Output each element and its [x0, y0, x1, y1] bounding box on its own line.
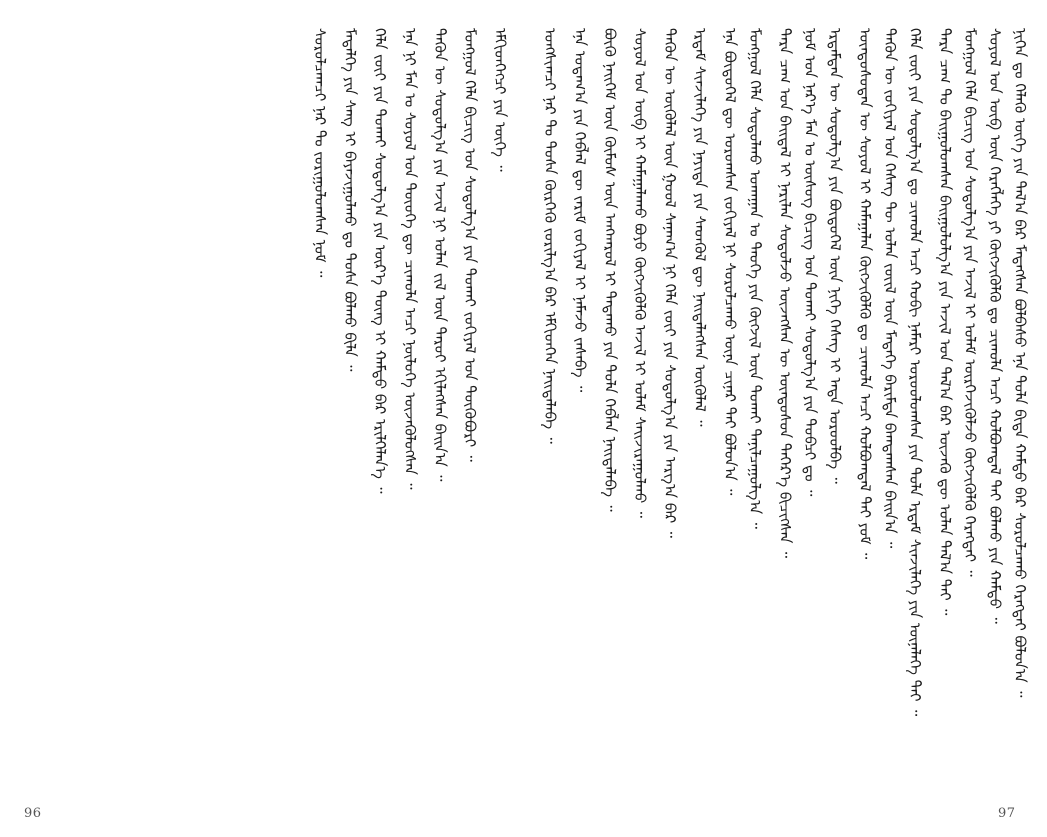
column-text: ᠲᠡᠭᠦᠨ ᠦ ᠦᠭᠦᠯᠡᠯ ᠦᠨ ᠭᠣᠣᠯ ᠰᠠᠨᠠᠭ᠎ᠠ ᠨᠢ ᠬᠡᠯᠡ ᠵᠦᠢ ᠶᠢᠨ ᠰᠤᠳᠤᠯᠭ᠎ᠠ ᠶᠢᠨ ᠠᠷᠭ᠎ᠠ ᠪᠠᠷ ᠃: [661, 28, 679, 538]
column-text: ᠡᠨᠡ ᠪᠦᠲᠦᠭᠡᠯ ᠳᠦ ᠣᠷᠤᠭᠰᠠᠨ ᠵᠣᠬᠢᠶᠠᠯ ᠨᠢ ᠰᠤᠷᠤᠯᠴᠠᠬᠤ ᠦᠨᠡ ᠴᠢᠨᠠᠷ ᠲᠠᠢ ᠪᠣᠯᠤᠨ᠎ᠠ ᠃: [721, 28, 739, 496]
column-text: ᠮᠣᠩᠭᠣᠯ ᠬᠡᠯᠡ ᠪᠢᠴᠢᠭ ᠤᠨ ᠰᠤᠳᠤᠯᠭ᠎ᠠ ᠶᠢᠨ ᠲᠤᠬᠠᠢ ᠵᠣᠬᠢᠶᠠᠯ ᠤᠨ ᠲᠦᠭᠦᠪᠦᠷᠢ ᠃: [461, 28, 479, 462]
page-number-right: 97: [998, 806, 1016, 821]
column-text: ᠡᠷᠳᠡᠮᠲᠡᠨ ᠦ ᠰᠤᠳᠤᠯᠭ᠎ᠠ ᠶᠢᠨ ᠪᠦᠲᠦᠭᠡᠯ ᠦᠨ ᠨᠢᠭᠡ ᠬᠡᠰᠡᠭ ᠢ ᠡᠨᠳᠡ ᠣᠷᠤᠤᠯᠪᠠ ᠃: [826, 28, 844, 484]
text-column: [460, 28, 480, 788]
column-text: ᠮᠡᠳᠡᠯᠭᠡ ᠶᠢᠨ ᠰᠠᠩ ᠢ ᠪᠠᠶᠠᠵᠢᠭᠤᠯᠬᠤ ᠳᠤ ᠲᠤᠰᠠ ᠪᠣᠯᠬᠤ ᠪᠢᠯᠡ ᠃: [341, 28, 359, 372]
column-text: ᠡᠨᠡ ᠤᠳᠠᠭ᠎ᠠ ᠶᠢᠨ ᠬᠡᠪᠯᠡᠯ ᠳᠦ ᠵᠠᠷᠢᠮ ᠵᠣᠬᠢᠶᠠᠯ ᠢ ᠨᠡᠮᠡᠵᠦ ᠵᠠᠰᠠᠪᠠ ᠃: [571, 28, 589, 393]
text-column: [430, 28, 450, 788]
column-text: ᠲᠡᠷᠡ ᠴᠠᠭ ᠲᠤ ᠪᠠᠢᠭᠤᠯᠤᠭᠰᠠᠨ ᠪᠠᠢᠭᠤᠯᠤᠯᠭ᠎ᠠ ᠶᠢᠨ ᠠᠵᠢᠯ ᠤᠨ ᠲᠠᠯ᠎ᠠ ᠪᠠᠷ ᠦᠵᠡᠬᠦ ᠳᠦ ᠣᠯᠠᠨ ᠲᠠᠯ᠎ᠠ ᠲᠠᠢ ᠃: [936, 28, 954, 616]
text-column: [310, 28, 330, 788]
text-column: [800, 28, 820, 788]
text-column: [745, 28, 765, 788]
column-text: ᠡᠷᠳᠡᠮ ᠰᠢᠨᠵᠢᠯᠡᠭᠡ ᠶᠢᠨ ᠨᠡᠶᠢᠲᠡ ᠶᠢᠨ ᠰᠡᠳᠬᠦᠯ ᠳᠦ ᠨᠡᠢᠲᠡᠯᠡᠭᠰᠡᠨ ᠦᠭᠦᠯᠡᠯ ᠃: [691, 28, 709, 427]
column-text: ᠮᠣᠩᠭᠣᠯ ᠬᠡᠯᠡ ᠰᠤᠳᠤᠯᠬᠤ ᠤᠬᠠᠭᠠᠨ ᠤ ᠲᠡᠦᠬᠡ ᠶᠢᠨ ᠬᠥᠭᠵᠢᠯ ᠦᠨ ᠲᠤᠬᠠᠢ ᠲᠠᠨᠢᠯᠴᠠᠭᠤᠯᠭ᠎ᠠ ᠃: [746, 28, 764, 529]
text-column: [340, 28, 360, 788]
column-text: ᠨᠣᠮ ᠤᠨ ᠨᠡᠷ᠎ᠡ ᠮᠠᠨ ᠤ ᠦᠰᠦᠭ ᠪᠢᠴᠢᠭ ᠤᠨ ᠲᠤᠬᠠᠢ ᠰᠤᠳᠤᠯᠭ᠎ᠠ ᠶᠢᠨ ᠲᠣᠪᠴᠢ ᠳᠤ ᠃: [801, 28, 819, 497]
column-text: ᠡᠨᠡ ᠨᠢ ᠮᠠᠨ ᠤ ᠰᠣᠶᠤᠯ ᠤᠨ ᠲᠦᠦᠬᠡ ᠳᠦ ᠴᠢᠬᠤᠯᠠ ᠠᠴᠢ ᠨᠥᠯᠥᠭᠡ ᠦᠵᠡᠭᠦᠯᠦᠭᠰᠡᠨ ᠃: [401, 28, 419, 490]
column-text: ᠰᠣᠶᠤᠯ ᠤᠨ ᠥᠪ ᠢ ᠬᠠᠮᠠᠭᠠᠯᠠᠬᠤ ᠪᠤᠶᠤ ᠬᠥᠭᠵᠢᠭᠦᠯᠬᠦ ᠠᠵᠢᠯ ᠢ ᠤᠯᠠᠮ ᠰᠠᠢᠵᠢᠷᠠᠭᠤᠯᠬᠤ ᠃: [631, 28, 649, 518]
column-text: ᠦᠨᠳᠦᠰᠦᠲᠡᠨ ᠦ ᠰᠣᠶᠤᠯ ᠢ ᠬᠠᠮᠠᠭᠠᠯᠠᠨ ᠬᠥᠭᠵᠢᠭᠦᠯᠬᠦ ᠳᠤ ᠴᠢᠬᠤᠯᠠ ᠠᠴᠢ ᠬᠣᠯᠪᠣᠭᠳᠠᠯ ᠲᠠᠢ ᠶᠤᠮ ᠃: [856, 28, 874, 560]
text-column: [775, 28, 795, 788]
text-column: [935, 28, 955, 788]
text-column: [905, 28, 925, 788]
text-column: [1010, 28, 1030, 788]
column-text: ᠰᠤᠷᠤᠯᠴᠠᠭᠴᠢ ᠨᠠᠷ ᠲᠤ ᠵᠣᠷᠢᠭᠤᠯᠤᠭᠰᠠᠨ ᠨᠣᠮ ᠃: [311, 28, 329, 278]
text-column: [855, 28, 875, 788]
text-column: [960, 28, 980, 788]
text-column: [570, 28, 590, 788]
column-text: ᠲᠡᠭᠦᠨ ᠦ ᠵᠣᠬᠢᠶᠠᠯ ᠤᠨ ᠬᠡᠰᠡᠭ ᠲᠦ ᠣᠯᠠᠨ ᠵᠦᠢᠯ ᠦᠨ ᠮᠡᠳᠡᠭᠡ ᠪᠠᠷᠢᠮᠲᠠ ᠪᠠᠭᠲᠠᠭᠰᠠᠨ ᠪᠠᠢᠨ᠎ᠠ ᠃: [881, 28, 899, 549]
column-text: ᠣᠩᠰᠢᠭᠴᠢ ᠨᠠᠷ ᠲᠤ ᠲᠤᠰᠠ ᠬᠦᠷᠭᠡᠬᠦ ᠵᠣᠷᠢᠯᠭ᠎ᠠ ᠪᠠᠷ ᠡᠮᠬᠢᠳᠬᠡᠨ ᠨᠡᠢᠲᠡᠯᠡᠪᠡ ᠃: [541, 28, 559, 444]
text-column: [880, 28, 900, 788]
column-text: ᠲᠡᠭᠦᠨ ᠦ ᠰᠤᠳᠤᠯᠭ᠎ᠠ ᠶᠢᠨ ᠠᠵᠢᠯ ᠨᠢ ᠣᠯᠠᠨ ᠵᠢᠯ ᠦᠨ ᠳᠠᠷᠤᠢ ᠡᠬᠢᠯᠡᠭᠰᠡᠨ ᠪᠠᠢᠨ᠎ᠠ ᠃: [431, 28, 449, 482]
text-column: [400, 28, 420, 788]
text-column: [370, 28, 390, 788]
text-column: [630, 28, 650, 788]
text-column: [690, 28, 710, 788]
column-text: ᠪᠦᠬᠦ ᠨᠡᠢᠭᠡᠮ ᠦᠨ ᠬᠦᠮᠦᠰ ᠦᠨ ᠠᠩᠬᠠᠷᠤᠯ ᠢ ᠲᠠᠲᠠᠬᠤ ᠶᠢᠨ ᠲᠤᠯᠠ ᠬᠡᠪᠯᠡᠨ ᠨᠡᠢᠲᠡᠯᠡᠪᠡ ᠃: [601, 28, 619, 512]
column-text: ᠡᠮᠬᠢᠳᠬᠡᠭᠴᠢ ᠶᠢᠨ ᠦᠭᠡ ᠃: [491, 28, 509, 172]
page-number-left: 96: [24, 806, 42, 821]
column-text: ᠲᠡᠷᠡ ᠴᠠᠭ ᠤᠨ ᠪᠠᠢᠳᠠᠯ ᠢ ᠨᠠᠷᠢᠯᠠᠨ ᠰᠤᠳᠤᠯᠵᠤ ᠦᠵᠡᠭᠰᠡᠨ ᠦ ᠦᠨᠳᠦᠰᠦᠨ ᠳᠡᠭᠡᠷ᠎ᠡ ᠪᠢᠴᠢᠭᠰᠡᠨ ᠃: [776, 28, 794, 559]
column-text: ᠨᠢᠭᠡᠨ ᠳᠤ ᠬᠡᠯᠡᠬᠦ ᠦᠭᠡ ᠶᠢᠨ ᠲᠠᠯ᠎ᠠ ᠪᠠᠷ ᠮᠡᠳᠡᠭᠰᠡᠨ ᠪᠣᠯᠪᠠᠰᠤ ᠡᠨᠡ ᠲᠤᠯᠠ ᠪᠢᠳᠡ ᠬᠠᠮᠲᠤ ᠪᠠᠷ ᠰᠤᠷᠤᠯᠴᠠᠬᠤ ᠬᠡᠷᠡᠭᠲᠡᠢ ᠪᠣᠯᠤᠨ᠎ᠠ ᠃: [1011, 28, 1029, 698]
column-text: ᠮᠣᠩᠭᠣᠯ ᠬᠡᠯᠡ ᠪᠢᠴᠢᠭ ᠤᠨ ᠰᠤᠳᠤᠯᠭ᠎ᠠ ᠶᠢᠨ ᠠᠵᠢᠯ ᠢ ᠤᠯᠠᠮ ᠥᠷᠭᠡᠵᠢᠭᠦᠯᠵᠦ ᠬᠥᠭᠵᠢᠭᠦᠯᠬᠦ ᠬᠡᠷᠡᠭᠲᠡᠢ ᠃: [961, 28, 979, 577]
text-column: [720, 28, 740, 788]
text-column: [540, 28, 560, 788]
column-text: ᠰᠣᠶᠤᠯ ᠤᠨ ᠦᠪ ᠦᠨ ᠬᠡᠷᠡᠭᠯᠡᠭᠡ ᠶᠢ ᠬᠥᠭᠵᠢᠭᠦᠯᠬᠦ ᠳᠤ ᠴᠢᠬᠤᠯᠠ ᠠᠴᠢ ᠬᠣᠯᠪᠣᠭᠳᠠᠯ ᠲᠠᠢ ᠪᠣᠯᠬᠤ ᠶᠢᠨ ᠬᠠᠮᠲᠤ ᠃: [986, 28, 1004, 624]
text-column: [825, 28, 845, 788]
text-column: [985, 28, 1005, 788]
text-column: [600, 28, 620, 788]
text-column: [490, 28, 510, 788]
text-column: [660, 28, 680, 788]
column-text: ᠬᠡᠯᠡ ᠵᠦᠢ ᠶᠢᠨ ᠲᠤᠬᠠᠢ ᠰᠤᠳᠤᠯᠭ᠎ᠠ ᠶᠢᠨ ᠦᠷ᠎ᠡ ᠳᠦᠩ ᠢ ᠬᠠᠮᠲᠤ ᠪᠠᠷ ᠡᠷᠢᠯᠬᠡᠯᠡᠨ᠎ᠡ ᠃: [371, 28, 389, 494]
column-text: ᠬᠡᠯᠡ ᠵᠦᠢ ᠶᠢᠨ ᠰᠤᠳᠤᠯᠭ᠎ᠠ ᠳᠤ ᠴᠢᠬᠤᠯᠠ ᠠᠴᠢ ᠬᠤᠪᠢ ᠨᠡᠮᠡᠷᠢ ᠣᠷᠤᠤᠯᠤᠭᠰᠠᠨ ᠶᠢᠨ ᠲᠤᠯᠠ ᠡᠷᠳᠡᠮ ᠰᠢᠨᠵᠢᠯᠡᠭᠡ ᠶᠢᠨ ᠦᠨᠡᠯᠡᠭᠡ ᠲᠠᠢ ᠃: [906, 28, 924, 717]
